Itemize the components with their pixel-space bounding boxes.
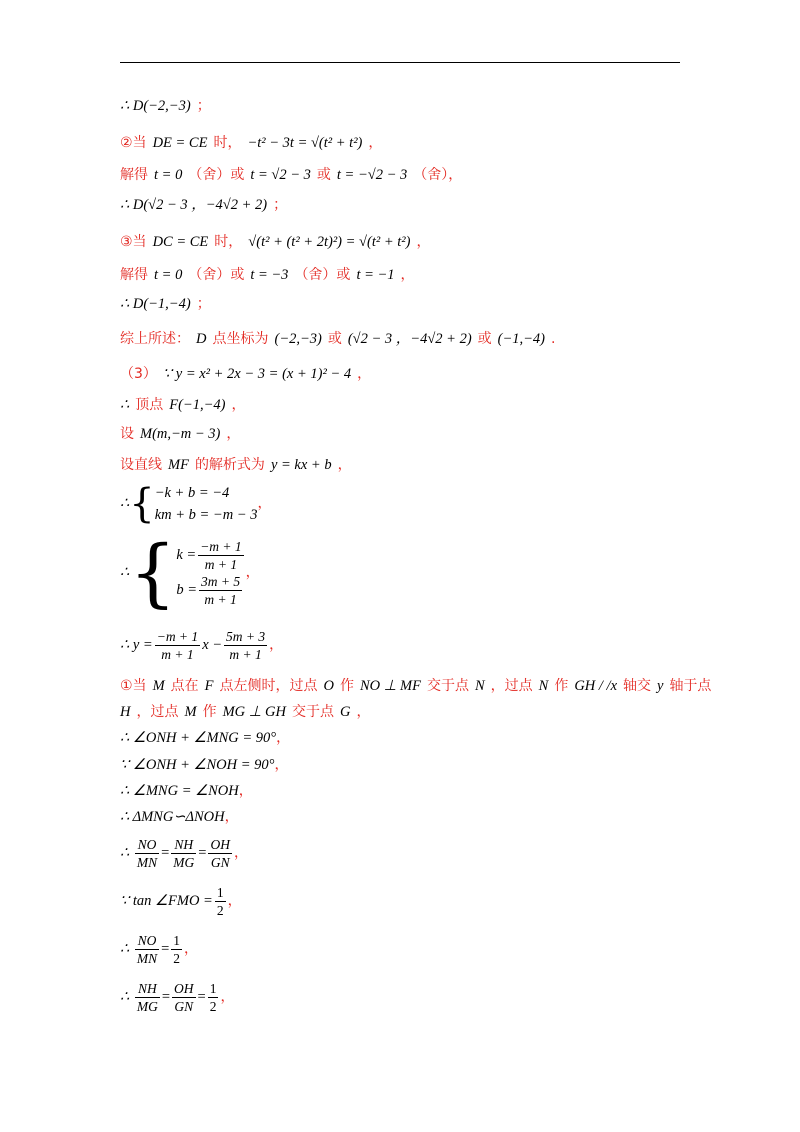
math-expression: −t² − 3t = √(t² + t²) (247, 135, 363, 151)
solution-line-2 (120, 133, 382, 153)
annotation-text: 或 (327, 331, 342, 347)
annotation-text: ，过点 (136, 704, 179, 720)
annotation-text: ， (337, 457, 352, 473)
solution-line-3 (120, 165, 462, 185)
math-expression: D (196, 331, 207, 347)
math-expression: √(t² + (t² + 2t)²) = √(t² + t²) (248, 234, 411, 250)
line-mf-line (120, 455, 352, 475)
math-expression: DC = CE (152, 234, 209, 250)
annotation-text: （3） (120, 366, 157, 382)
summary-line (120, 329, 555, 349)
math-expression: GH / /x (574, 678, 617, 694)
annotation-text: ，过点 (490, 678, 533, 694)
case1-line-2 (120, 702, 370, 722)
math-expression: MF (168, 457, 189, 473)
math-expression: t = 0 (154, 267, 183, 283)
solution-line-6 (120, 265, 415, 285)
math-expression: N (474, 678, 485, 694)
math-expression: ∴ D(−1,−4) (120, 296, 191, 312)
math-expression: NO ⊥ MF (360, 678, 421, 694)
ratio-line-2: ∴ $\frac{NO}{MN}$ = $\frac{1}{2}$ ， (120, 933, 199, 966)
ratio-line-1: ∴ $\frac{NO}{MN}$ = $\frac{NH}{MG}$ = $\frac{OH}{GN}$ ， (120, 837, 248, 870)
math-expression: F (204, 678, 214, 694)
line-equation: ∴ y = $\frac{-m + 1}{m + 1}$ x − $\frac{5m + 3}{m + 1}$ ， (120, 629, 284, 662)
annotation-text: 的解析式为 (194, 457, 265, 473)
annotation-text: ③当 (120, 234, 147, 250)
solution-line-1 (120, 96, 211, 116)
annotation-text: ， (226, 426, 241, 442)
math-expression: G (339, 704, 351, 720)
math-expression: DE = CE (152, 135, 208, 151)
math-expression: t = √2 − 3 (250, 167, 311, 183)
annotation-text: 轴交 (623, 678, 651, 694)
angle-line-2: ∵ ∠ONH + ∠NOH = 90°， (120, 757, 289, 773)
annotation-text: 时， (214, 234, 243, 250)
math-expression: MG ⊥ GH (222, 704, 286, 720)
annotation-text: 解得 (120, 267, 148, 283)
math-expression: (−2,−3) (274, 331, 322, 347)
math-expression: t = −1 (356, 267, 395, 283)
math-expression: (√2 − 3 ，−4√2 + 2) (347, 331, 472, 347)
annotation-text: ， (400, 267, 415, 283)
solution-line-5 (120, 232, 430, 252)
math-expression: t = −√2 − 3 (336, 167, 408, 183)
math-expression: ∴ D(−2,−3) (120, 98, 191, 114)
annotation-text: 轴于点 (669, 678, 712, 694)
annotation-text: （舍）或 (294, 267, 351, 283)
annotation-text: 解得 (120, 167, 148, 183)
header-rule (120, 62, 680, 63)
annotation-text: 作 (554, 678, 569, 694)
annotation-text: ②当 (120, 135, 147, 151)
similar-triangles-line: ∴ ΔMNG∽ΔNOH， (120, 809, 239, 825)
math-expression: y = kx + b (270, 457, 332, 473)
math-expression: t = −3 (250, 267, 289, 283)
part3-vertex-form (120, 364, 371, 384)
annotation-text: ①当 (120, 678, 147, 694)
annotation-text: 设 (120, 426, 134, 442)
annotation-text: 综上所述： (120, 331, 190, 347)
solution-line-7 (120, 294, 211, 314)
annotation-text: 时， (213, 135, 242, 151)
math-expression: ∴ (120, 397, 130, 413)
math-expression: (−1,−4) (497, 331, 546, 347)
math-expression: ∴ D(√2 − 3 ，−4√2 + 2) (120, 197, 268, 213)
annotation-text: （舍）， (413, 167, 463, 183)
annotation-text: ， (357, 366, 372, 382)
angle-line-1: ∴ ∠ONH + ∠MNG = 90°， (120, 730, 291, 746)
math-expression: M (152, 678, 165, 694)
annotation-text: ， (356, 704, 371, 720)
math-expression: N (538, 678, 549, 694)
annotation-text: 作 (202, 704, 217, 720)
annotation-text: ； (196, 98, 211, 114)
solution-line-4 (120, 195, 287, 215)
annotation-text: 交于点 (291, 704, 334, 720)
tan-line: ∵ tan ∠FMO = $\frac{1}{2}$ ， (120, 885, 242, 918)
math-expression: H (120, 704, 131, 720)
annotation-text: 或 (477, 331, 492, 347)
annotation-text: 点左侧时，过点 (219, 678, 318, 694)
math-expression: O (323, 678, 334, 694)
math-expression: M (184, 704, 197, 720)
annotation-text: ， (416, 234, 431, 250)
math-expression: M(m,−m − 3) (140, 426, 221, 442)
vertex-line (120, 395, 245, 415)
annotation-text: 或 (316, 167, 331, 183)
annotation-text: 作 (340, 678, 354, 694)
annotation-text: 交于点 (426, 678, 469, 694)
annotation-text: （舍）或 (188, 267, 245, 283)
equation-system-1: ∴{ −k + b = −4 km + b = −m − 3 ， (120, 481, 272, 527)
annotation-text: 顶点 (135, 397, 164, 413)
annotation-text: ； (273, 197, 288, 213)
annotation-text: （舍）或 (188, 167, 245, 183)
math-expression: F(−1,−4) (169, 397, 226, 413)
math-expression: y (657, 678, 664, 694)
math-expression: t = 0 (154, 167, 183, 183)
angle-line-3: ∴ ∠MNG = ∠NOH， (120, 783, 253, 799)
annotation-text: ， (231, 397, 246, 413)
annotation-text: 设直线 (120, 457, 162, 473)
set-m-line (120, 424, 240, 444)
annotation-text: 点坐标为 (212, 331, 269, 347)
annotation-text: 点在 (170, 678, 199, 694)
equation-system-2: ∴{ k = $\frac{-m + 1}{m + 1}$ b = $\frac{3m + 5}{m + 1}$ ， (120, 530, 260, 616)
case1-line-1 (120, 676, 711, 696)
ratio-line-3: ∴ $\frac{NH}{MG}$ = $\frac{OH}{GN}$ = $\frac{1}{2}$ ， (120, 981, 235, 1014)
annotation-text: ； (196, 296, 211, 312)
math-expression: ∵ y = x² + 2x − 3 = (x + 1)² − 4 (162, 366, 352, 382)
annotation-text: . (551, 331, 556, 347)
annotation-text: ， (368, 135, 383, 151)
